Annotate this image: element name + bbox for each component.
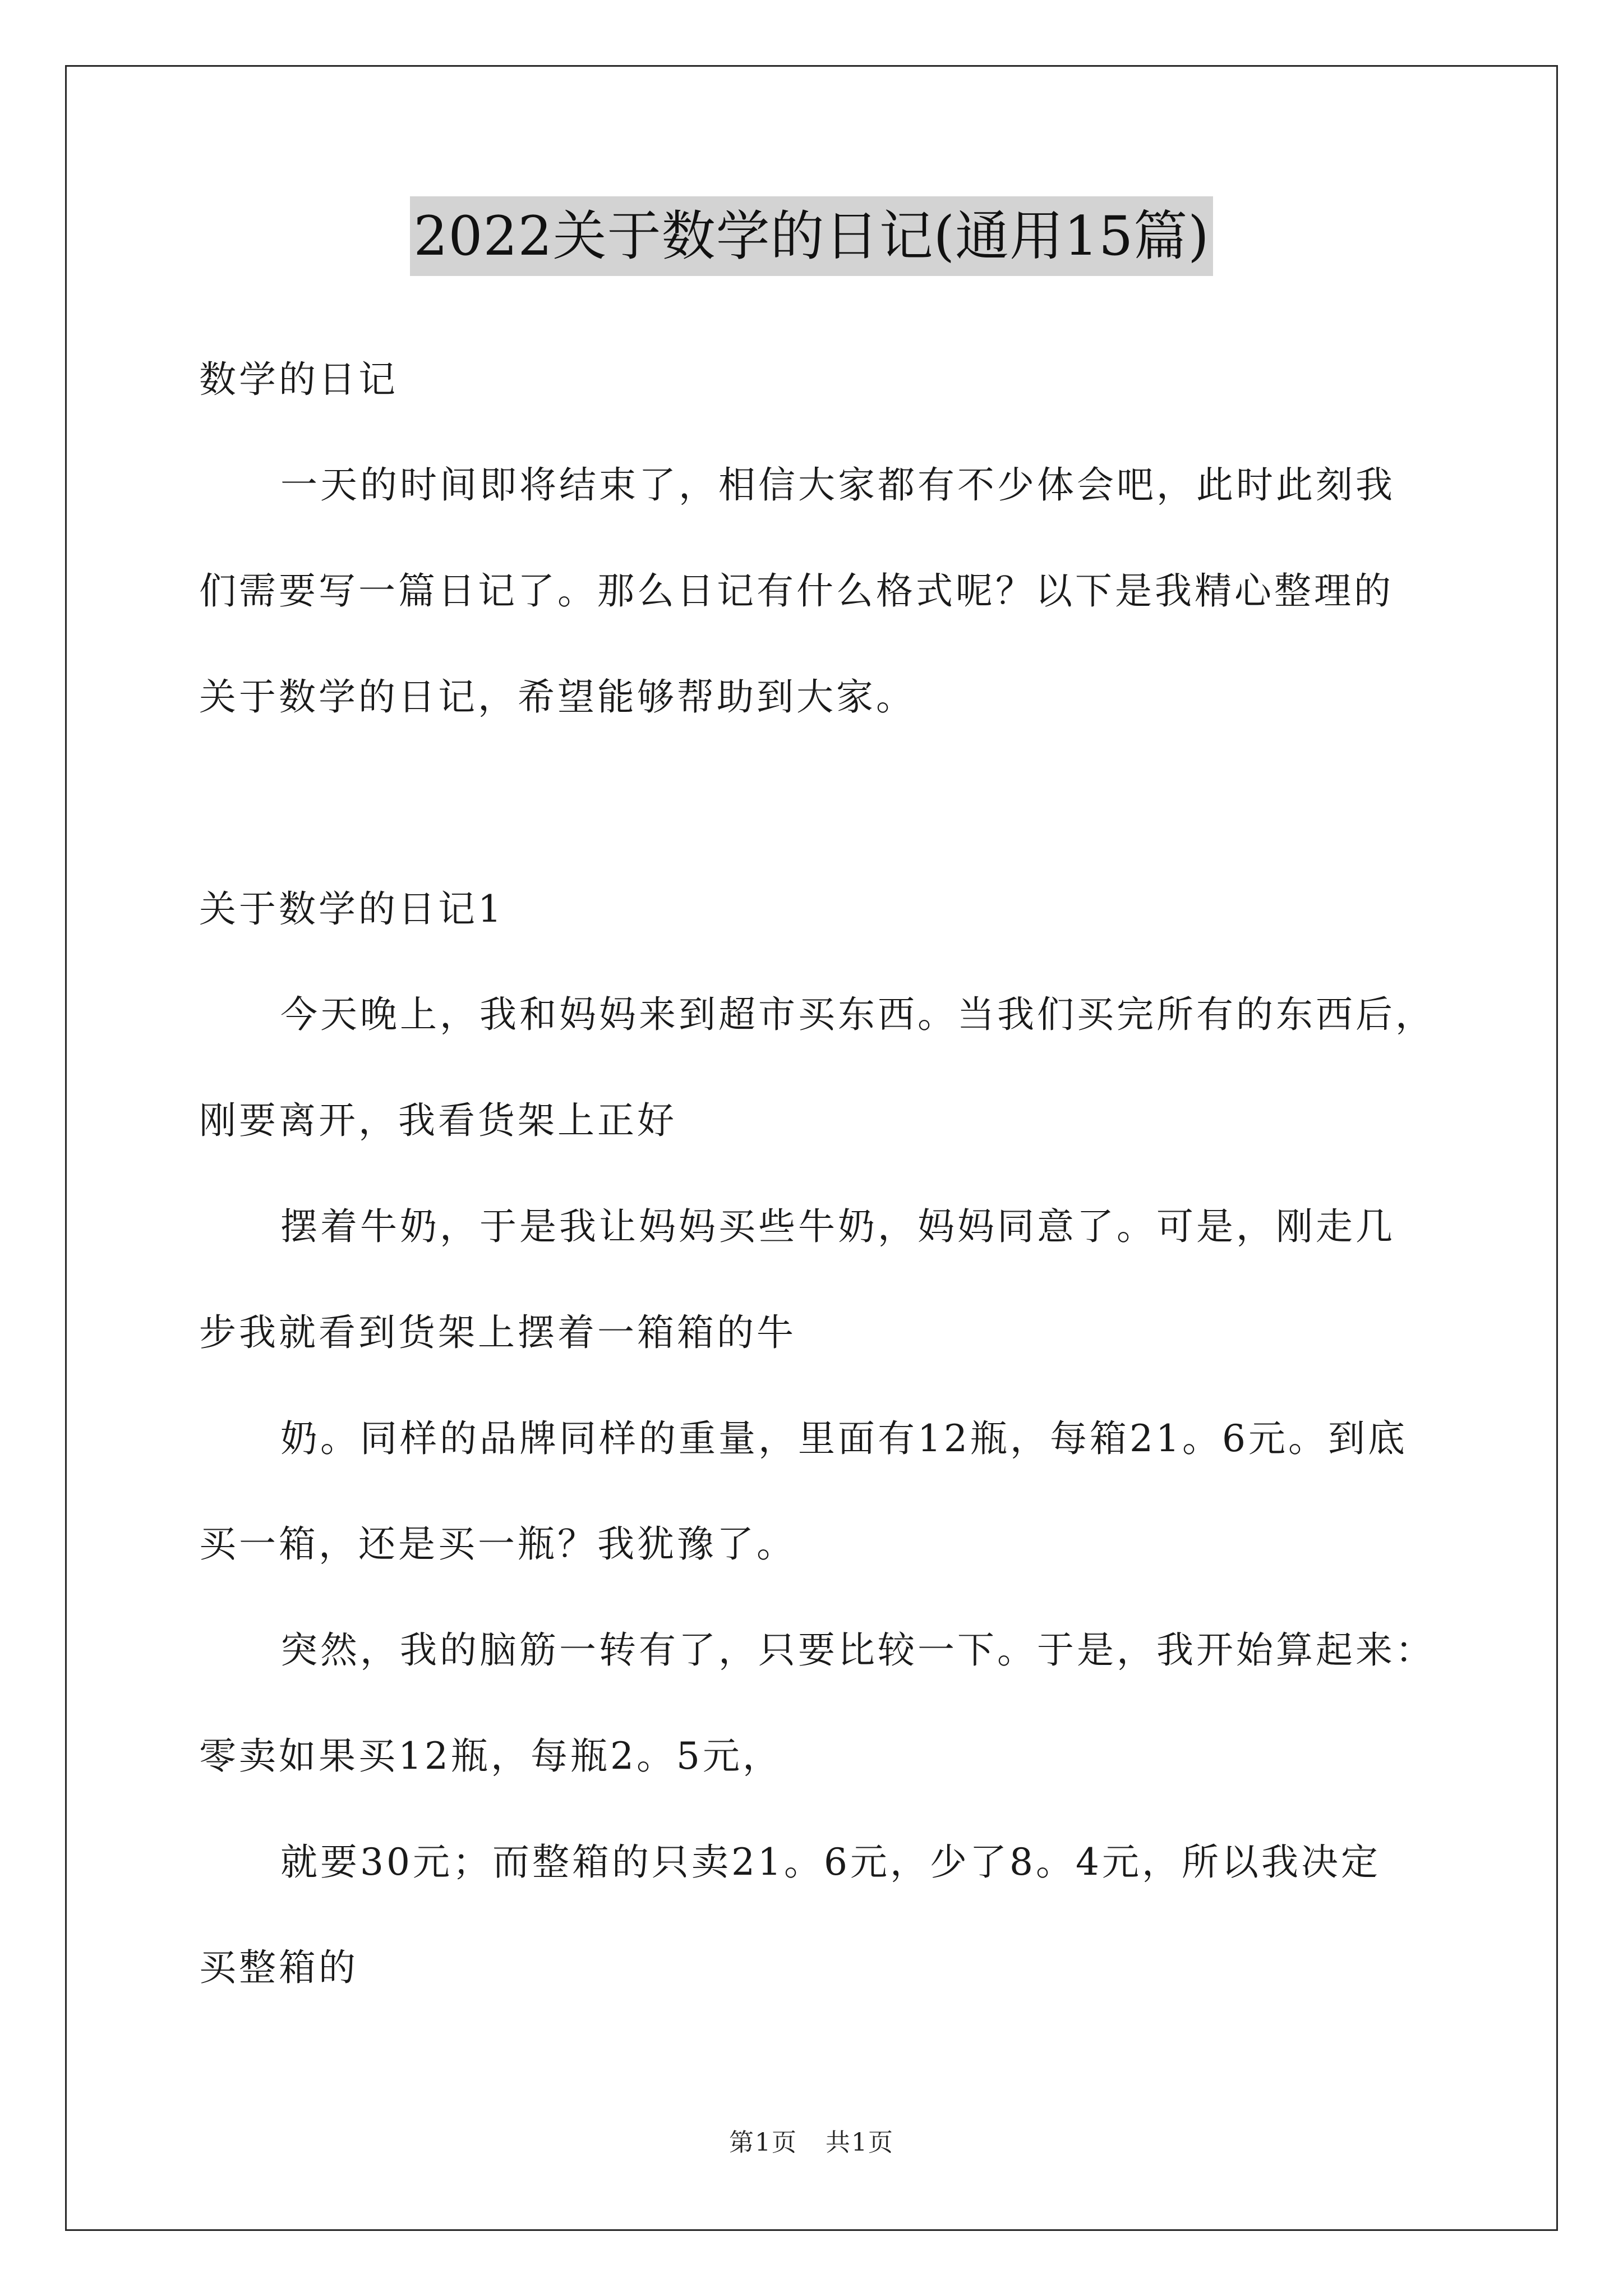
paragraph-line: 关于数学的日记，希望能够帮助到大家。: [199, 675, 916, 719]
paragraph-line: 买整箱的: [199, 1946, 358, 1989]
paragraph-line: 奶。同样的品牌同样的重量，里面有12瓶，每箱21。6元。到底: [280, 1417, 1408, 1460]
title-container: [0, 196, 1623, 276]
page-total: 共1页: [826, 2128, 894, 2157]
section-heading: 关于数学的日记1: [199, 887, 504, 931]
paragraph-line: 刚要离开，我看货架上正好: [199, 1099, 677, 1142]
section-heading: 数学的日记: [199, 358, 398, 401]
document-title: 2022关于数学的日记(通用15篇): [410, 196, 1212, 276]
paragraph-line: 摆着牛奶，于是我让妈妈买些牛奶，妈妈同意了。可是，刚走几: [280, 1205, 1395, 1248]
paragraph-line: 突然，我的脑筋一转有了，只要比较一下。于是，我开始算起来：: [280, 1628, 1435, 1672]
paragraph-line: 们需要写一篇日记了。那么日记有什么格式呢？以下是我精心整理的: [199, 569, 1394, 613]
paragraph-line: 今天晚上，我和妈妈来到超市买东西。当我们买完所有的东西后，: [280, 993, 1435, 1036]
paragraph-line: 买一箱，还是买一瓶？我犹豫了。: [199, 1522, 796, 1566]
page-footer: [0, 2126, 1623, 2160]
paragraph-line: 就要30元；而整箱的只卖21。6元，少了8。4元，所以我决定: [280, 1841, 1381, 1884]
page-number: 第1页: [729, 2128, 797, 2157]
paragraph-line: 零卖如果买12瓶，每瓶2。5元，: [199, 1734, 782, 1778]
paragraph-line: 步我就看到货架上摆着一箱箱的牛: [199, 1311, 796, 1354]
paragraph-line: 一天的时间即将结束了，相信大家都有不少体会吧，此时此刻我: [280, 463, 1395, 507]
